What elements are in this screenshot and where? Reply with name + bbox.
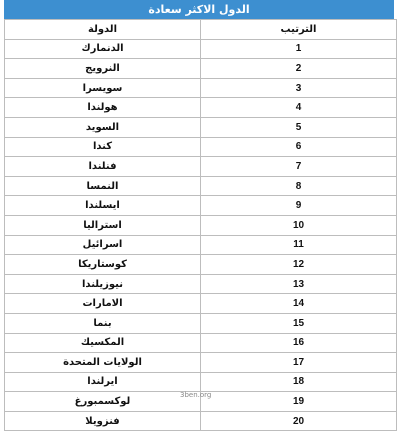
country-cell: المكسيك	[5, 333, 201, 353]
country-cell: هولندا	[5, 98, 201, 118]
country-cell: الولايات المتحدة	[5, 353, 201, 373]
table-row	[5, 157, 397, 177]
country-cell: استراليا	[5, 215, 201, 235]
rank-column-header: الترتيب	[201, 20, 397, 40]
table-row	[5, 176, 397, 196]
country-cell: السويد	[5, 117, 201, 137]
rank-cell: 16	[201, 333, 397, 353]
rank-cell: 19	[201, 392, 397, 412]
table-row	[5, 59, 397, 79]
table-row	[5, 235, 397, 255]
table-row	[5, 196, 397, 216]
table-row	[5, 78, 397, 98]
rank-cell: 18	[201, 372, 397, 392]
table-row	[5, 353, 397, 373]
rank-cell: 14	[201, 294, 397, 314]
rank-cell: 2	[201, 59, 397, 79]
table-row	[5, 313, 397, 333]
table-row	[5, 294, 397, 314]
table-row	[5, 98, 397, 118]
country-cell: لوكسمبورغ	[5, 392, 201, 412]
country-cell: بنما	[5, 313, 201, 333]
country-cell: ايسلندا	[5, 196, 201, 216]
happiest-countries-table	[4, 19, 397, 431]
rank-cell: 15	[201, 313, 397, 333]
rank-cell: 8	[201, 176, 397, 196]
rank-cell: 3	[201, 78, 397, 98]
rank-cell: 5	[201, 117, 397, 137]
table-row	[5, 333, 397, 353]
rank-cell: 7	[201, 157, 397, 177]
country-cell: سويسرا	[5, 78, 201, 98]
rank-cell: 13	[201, 274, 397, 294]
rank-cell: 20	[201, 411, 397, 431]
country-cell: فنزويلا	[5, 411, 201, 431]
country-cell: كوستاريكا	[5, 255, 201, 275]
table-row	[5, 215, 397, 235]
country-cell: كندا	[5, 137, 201, 157]
table-title-banner: الدول الاكثر سعادة	[4, 0, 394, 19]
table-header-row	[5, 20, 397, 40]
table-row	[5, 39, 397, 59]
country-column-header: الدولة	[5, 20, 201, 40]
table-row	[5, 411, 397, 431]
table-row	[5, 255, 397, 275]
country-cell: الدنمارك	[5, 39, 201, 59]
rank-cell: 9	[201, 196, 397, 216]
country-cell: ايرلندا	[5, 372, 201, 392]
rank-cell: 11	[201, 235, 397, 255]
country-cell: فنلندا	[5, 157, 201, 177]
country-cell: نيوزيلندا	[5, 274, 201, 294]
rank-cell: 6	[201, 137, 397, 157]
rank-cell: 4	[201, 98, 397, 118]
country-cell: الامارات	[5, 294, 201, 314]
rank-cell: 1	[201, 39, 397, 59]
table-row	[5, 117, 397, 137]
country-cell: اسرائيل	[5, 235, 201, 255]
country-cell: النمسا	[5, 176, 201, 196]
rank-cell: 10	[201, 215, 397, 235]
table-row	[5, 274, 397, 294]
rank-cell: 17	[201, 353, 397, 373]
table-body	[5, 39, 397, 431]
rank-cell: 12	[201, 255, 397, 275]
country-cell: النرويج	[5, 59, 201, 79]
watermark-text: 3ben.org	[180, 391, 212, 399]
table-row	[5, 372, 397, 392]
table-row	[5, 137, 397, 157]
